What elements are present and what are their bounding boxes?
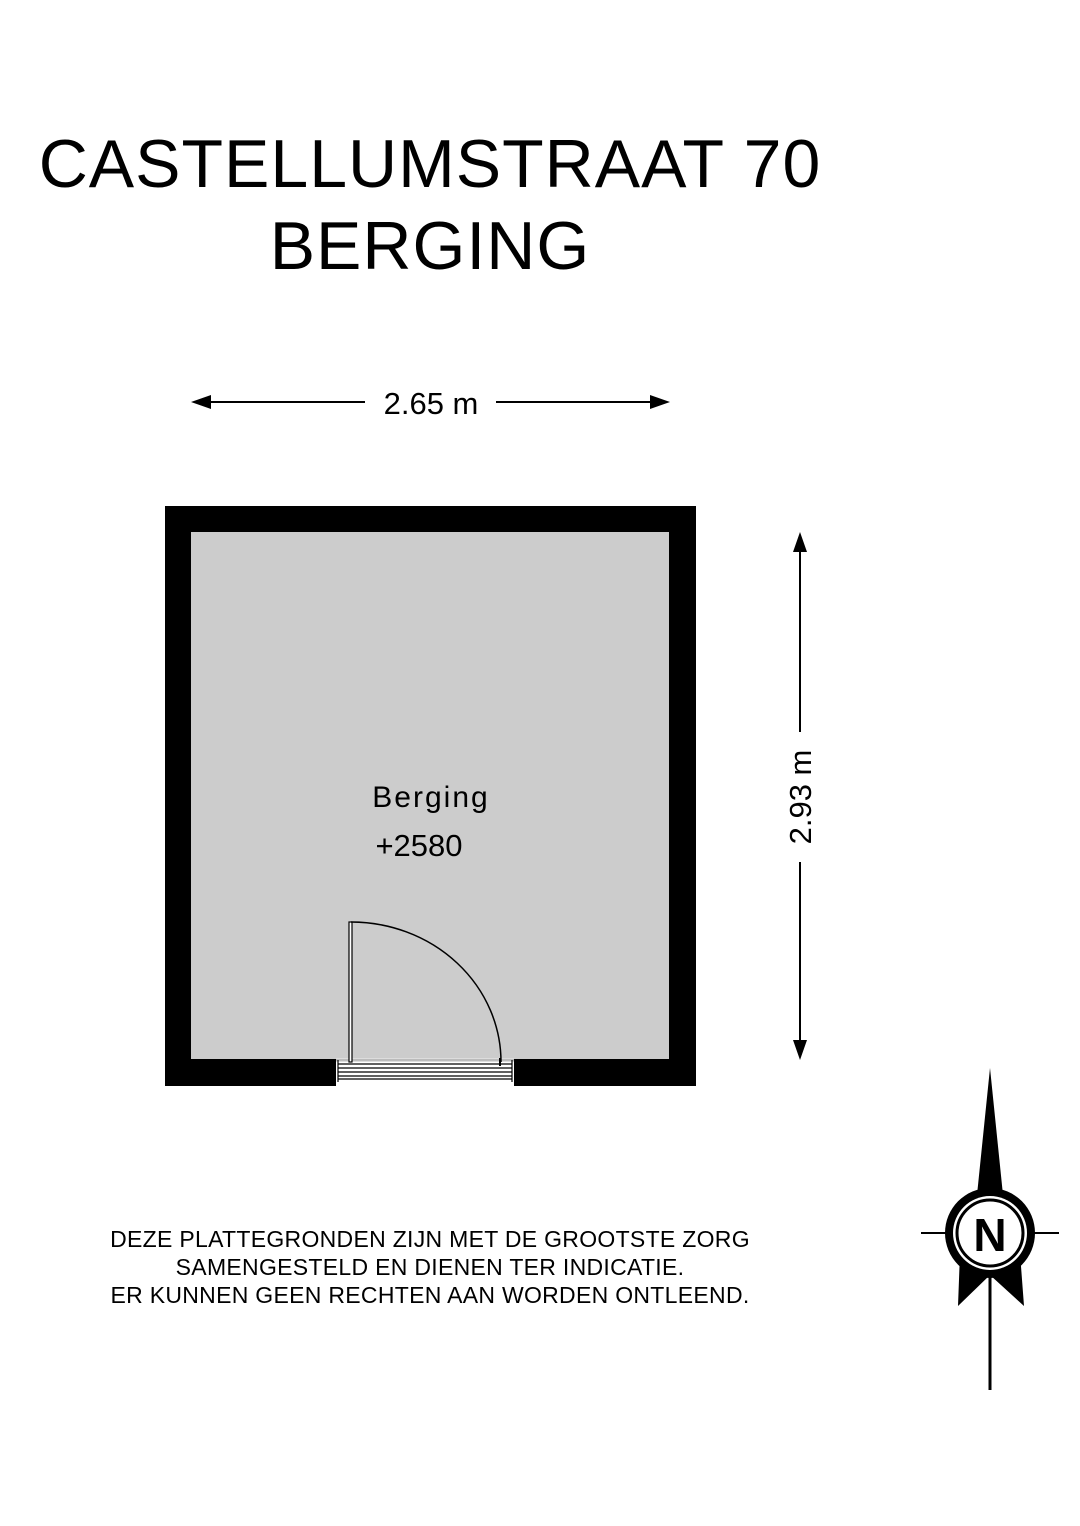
- address-title: CASTELLUMSTRAAT 70: [38, 126, 822, 202]
- height-label: 2.93 m: [783, 749, 818, 845]
- door-leaf: [349, 922, 352, 1062]
- north-label: N: [973, 1209, 1007, 1261]
- width-label: 2.65 m: [383, 386, 479, 421]
- disclaimer-line-3: ER KUNNEN GEEN RECHTEN AAN WORDEN ONTLEEND.: [110, 1282, 750, 1308]
- room-name: Berging: [372, 781, 490, 814]
- door-opening: [336, 1058, 514, 1088]
- disclaimer: [30, 1225, 830, 1309]
- floor-title: BERGING: [269, 208, 591, 284]
- disclaimer-line-1: DEZE PLATTEGRONDEN ZIJN MET DE GROOTSTE ZORG: [110, 1226, 750, 1252]
- room-level: +2580: [375, 828, 463, 863]
- disclaimer-line-2: SAMENGESTELD EN DIENEN TER INDICATIE.: [175, 1254, 685, 1280]
